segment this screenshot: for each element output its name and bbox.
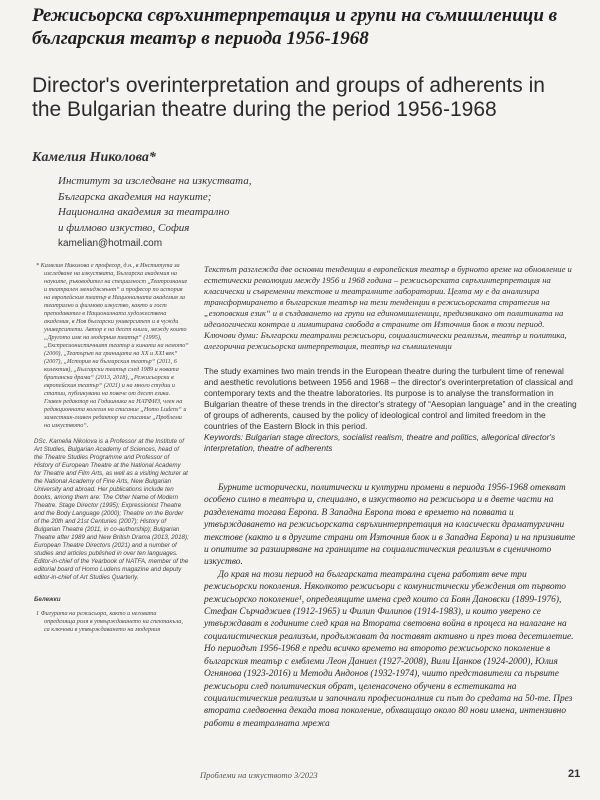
affiliation-line: Институт за изследване на изкуствата,	[58, 175, 252, 187]
body-paragraph: До края на този период на българската театрална сцена работят вече три режисьорски поколения. Няколкото режисьори с комунистически убеждения от първото режисьорско поколение¹, определящите имена сред които са Боян Дановски (1899-1976), Стефан Сърчаджиев (1912-1965) и Филип Филипов (1914-1983), и които уверено се утвърждават в годините след края на Втората световна война в процеса на налагане на социалистическия реализъм, продължават да поставят активно и през това десетилетие. Но периодът 1956-1968 е преди всичко времето на второто режисьорско поколение в българския театър с емблеми Леон Даниел (1927-2008), Вили Цанков (1924-2000), Юлия Огнянова (1923-2016) и Методи Андонов (1932-1974), чиито представители са първите режисьори след политическия обрат, целенасочено обучени в естетиката на социалистическия реализъм и започнали професионалния си път до средата на 50-те. През втората следвоенна декада това поколение, обхващащо около 80 нови имена, интензивно работи в театралната мрежа	[204, 569, 574, 729]
right-column	[204, 264, 580, 730]
journal-footer: Проблеми на изкуството 3/2023	[200, 770, 318, 780]
author-bio-english: DSc. Kamelia Nikolova is a Professor at the Institute of Art Studies, Bulgarian Academy of Sciences, head of the Theatre Studies Programme and Professor of History of European Theatre at the National Academy for Theatre and Film Arts, as well as a visiting lecturer at the National Academy of Fine Arts, New Bulgarian University and abroad. Her publications include ten books, among them are: The Other Name of Modern Theatre. Stage Director (1995); Expressionist Theatre and the Body Language (2000); Theatre on the Border of the 20th and 21st Centuries (2007); History of Bulgarian Theatre (2011, in co-authorship); Bulgarian Theatre after 1989 and New British Drama (2013, 2018); European Theatre Directors (2021) and a number of studies and articles published in over ten languages. Editor-in-chief of the Yearbook of NATFA, member of the editorial board of Homo Ludens magazine and deputy editor-in-chief of Art Studies Quarterly.	[34, 438, 189, 581]
left-column	[34, 262, 189, 640]
affiliation-line: Национална академия за театрално	[58, 206, 230, 218]
abstract-bulgarian: Текстът разглежда две основни тенденции в европейския театър в бурното време на обновление и естетически революции между 1956 и 1968 година – режисьорската свръхинтерпретация на класически и съвременни текстове и театралните лаборатории. Целта му е да анализира трансформирането в българския театър на тези тенденции в режисьорската стратегия на „езоповския език“ и в създаването на групи на единомишленици, предизвикано от политиката на идеологически контрол и лимитирана свобода в страните от Източния блок в този период.	[204, 264, 572, 329]
affiliation	[58, 174, 388, 236]
title-bulgarian: Режисьорска свръхинтерпретация и групи на съмишленици в българския театър в периода 1956-1968	[32, 5, 558, 49]
abstract-english: The study examines two main trends in the European theatre during the turbulent time of renewal and aesthetic revolutions between 1956 and 1968 – the director's overinterpretation of classical and contemporary texts and the theatre laboratories. Its purpose is to analyse the transformation in Bulgarian theatre of these trends in the director's strategy of “Aesopian language” and in the creating of groups of adherents, caused by the policy of ideological control and limited freedom in the countries of the Eastern Block in this period.	[204, 366, 577, 431]
title-english: Director's overinterpretation and groups of adherents in the Bulgarian theatre during the period 1956-1968	[32, 74, 545, 121]
affiliation-line: и филмово изкуство, София	[58, 221, 190, 234]
page-number: 21	[568, 768, 581, 780]
footnote: 1 Фигурата на режисьора, както и неговата определяща роля в утвърждаването на спектакъла, са ключови в утвърждаването на модерния	[36, 610, 183, 633]
author-email: kamelian@hotmail.com	[58, 238, 163, 249]
author-name: Камелия Николова*	[32, 150, 156, 165]
notes-heading: Бележки	[34, 596, 61, 603]
keywords-bulgarian: Ключови думи: Български театрални режисьори, социалистически реализъм, театър и политика, алегорична режисьорска интерпретация, театър на съмишленици	[204, 330, 567, 351]
author-bio-bulgarian: * Камелия Николова е професор, д.н., в Института за изследване на изкуствата, Българска академия на науките, ръководител на специалност „Театрознание и театрален мениджмънт“ и професор по история на европейския театър в Националната академия за театрално и филмово изкуство, както и гост преподавател в Националната художествена академия, в Нов български университет и в чужди университети. Автор е на десет книги, между които „Другото име на модерния театър“ (1995), „Експресионистичният театър и кината на немото“ (2000), „Театърът на границата на XX и XXI век“ (2007), „История на българския театър“ (2011, 6 колектив), „Български театър след 1989 и новата британска драма“ (2013, 2018), „Режисьорски в европейския театър“ (2021) и на много студии и статии, публикувани на повече от десет езика. Главен редактор на Годишника на НАТФИЗ, член на редакционната колегия на списание „Homo Ludens“ и заместник-главен редактор на списание „Проблеми на изкуството“.	[36, 262, 189, 429]
body-paragraph: Бурните исторически, политически и културни промени в периода 1956-1968 отекват особено силно в театъра и, специално, в изкуството на режисьора и в двете части на разделената тогава Европа. В Западна Европа това е времето на появата и утвърждаването на режисьорската свръхинтерпретация на класически драматургични текстове (както и в другите страни от Източния блок и в Западна Европа) и на призивите и опитите за разширяване на границите на социалистическия реализъм в сценичното изкуство.	[204, 483, 576, 568]
keywords-english: Keywords: Bulgarian stage directors, socialist realism, theatre and politics, allegorical director's interpretation, theatre of adherents	[204, 432, 556, 453]
affiliation-line: Българска академия на науките;	[58, 190, 212, 203]
